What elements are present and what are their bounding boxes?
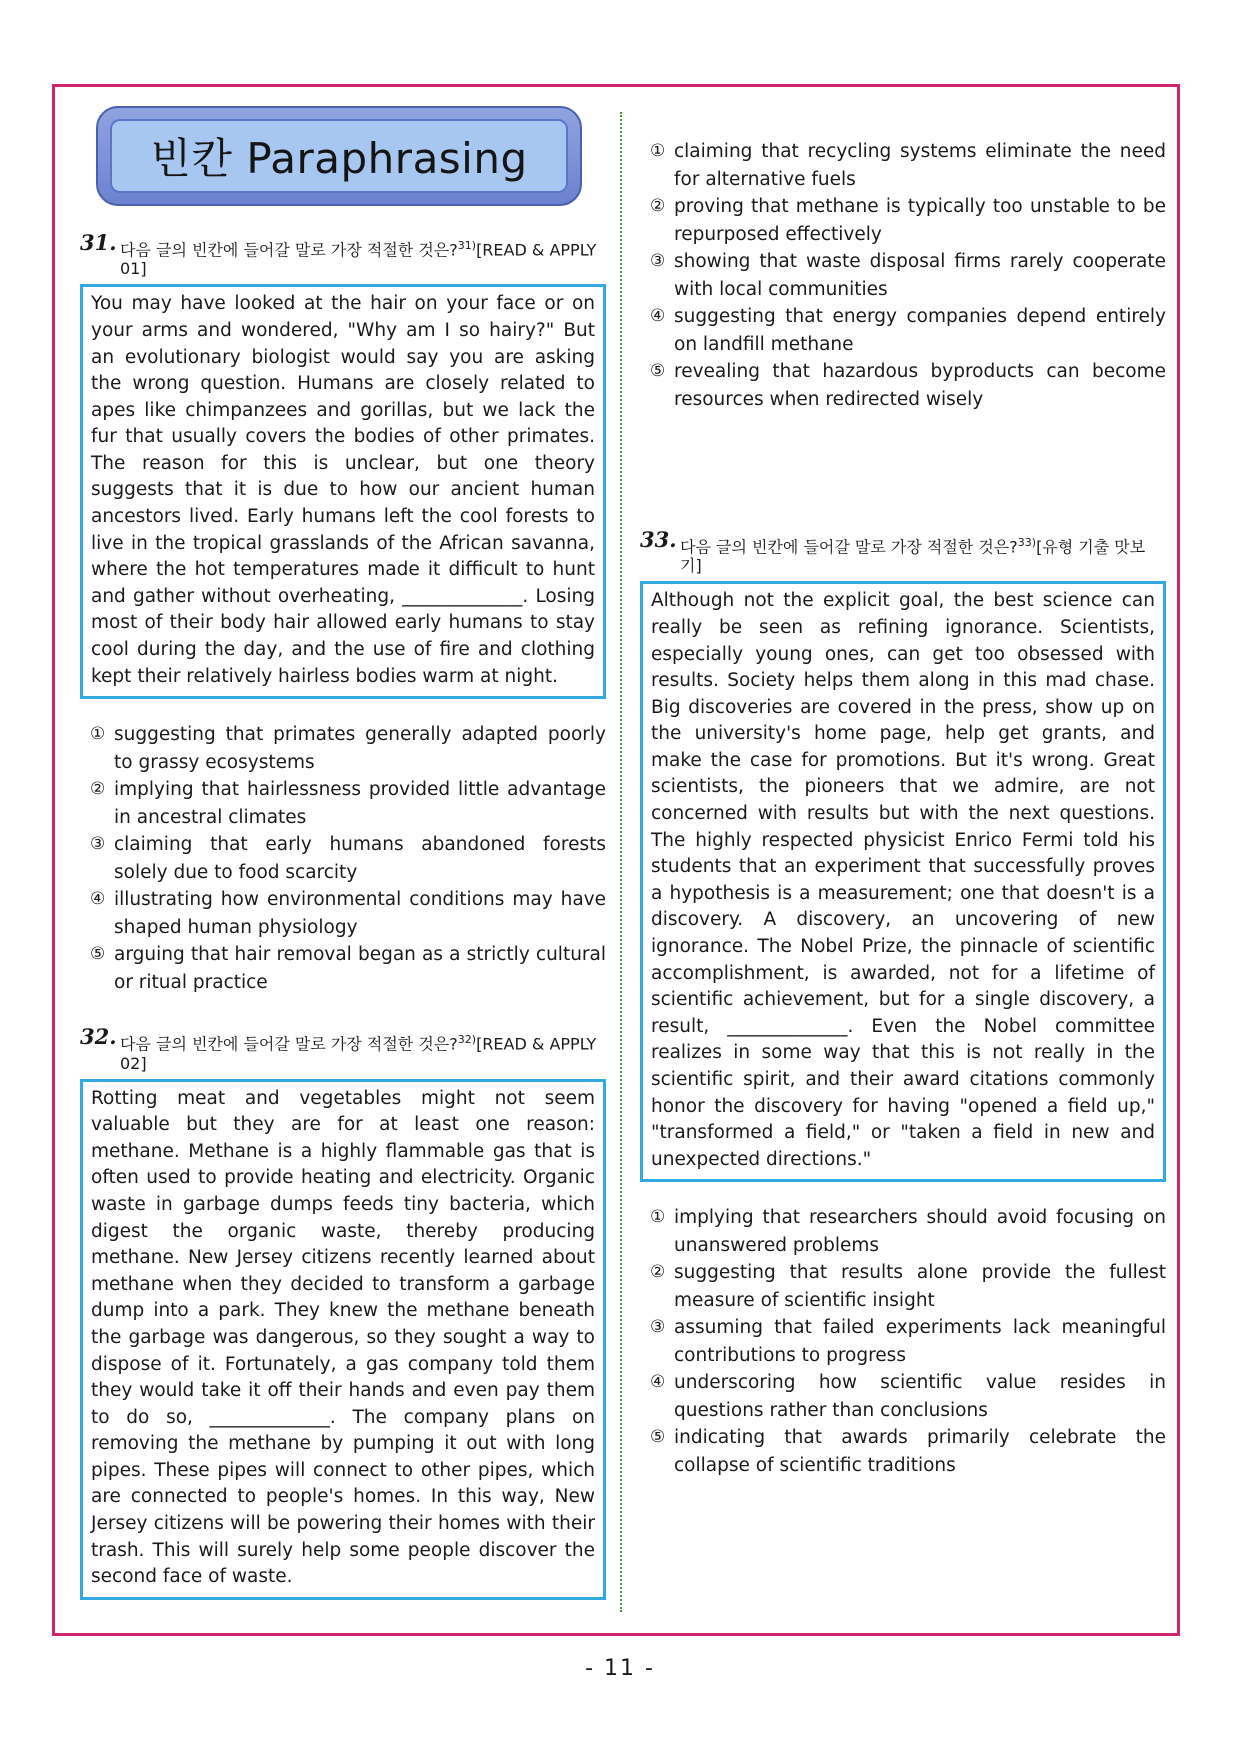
option-number: ① [650, 141, 666, 161]
option-number: ③ [90, 834, 106, 855]
option-text: assuming that failed experiments lack meaningful contributions to progress [674, 1317, 1166, 1366]
option-number: ① [650, 1207, 666, 1228]
option-number: ① [90, 724, 106, 745]
option-number: ④ [650, 306, 666, 326]
option-text: claiming that recycling systems eliminate the need for alternative fuels [674, 141, 1166, 190]
question-source: [READ & APPLY 02] [120, 1034, 597, 1073]
answer-option[interactable] [80, 721, 606, 776]
option-text: illustrating how environmental conditions may have shaped human physiology [114, 889, 606, 938]
page-number: - 11 - [585, 1656, 655, 1681]
answer-options-q32 [640, 138, 1166, 413]
answer-option[interactable] [640, 303, 1166, 358]
passage-box: You may have looked at the hair on your face or on your arms and wondered, "Why am I so hairy?" But an evolutionary biologist would say you are asking the wrong question. Humans are closely related to apes like chimpanzees and gorillas, but we lack the fur that usually covers the bodies of other primates. The reason for this is unclear, but one theory suggests that it is due to how our ancient human ancestors lived. Early humans left the cool forests to live in the tropical grasslands of the African savanna, where the hot temperatures made it difficult to hunt and gather without overheating, _____________. Losing most of their body hair allowed early humans to stay cool during the day, and the use of fire and clothing kept their relatively hairless bodies warm at night. [80, 284, 606, 699]
section-title: 빈칸 Paraphrasing [110, 119, 568, 193]
passage-box: Although not the explicit goal, the best science can really be seen as refining ignorance. Scientists, especially young ones, can get too obsessed with results. Society helps them along in this mad chase. Big discoveries are covered in the press, show up on the university's home page, help get grants, and make the case for promotions. But it's wrong. Great scientists, the pioneers that we admire, are not concerned with results but with the next questions. The highly respected physicist Enrico Fermi told his students that an experiment that successfully proves a hypothesis is a measurement; one that doesn't is a discovery. A discovery, an uncovering of new ignorance. The Nobel Prize, the pinnacle of scientific accomplishment, is awarded, not for a lifetime of scientific achievement, but for a single discovery, a result, _____________. Even the Nobel committee realizes in some way that this is not really in the scientific spirit, and their award citations commonly honor the discovery for having "opened a field up," "transformed a field," or "taken a field in new and unexpected directions." [640, 581, 1166, 1182]
column-divider [620, 112, 622, 1612]
option-number: ② [650, 196, 666, 216]
option-number: ⑤ [90, 944, 106, 965]
option-text: underscoring how scientific value resides in questions rather than conclusions [674, 1372, 1166, 1421]
answer-option[interactable] [640, 248, 1166, 303]
question-number: 33. [640, 527, 677, 552]
answer-options [80, 721, 606, 996]
left-column [80, 106, 606, 1600]
question-source: [READ & APPLY 01] [120, 240, 597, 279]
question-header [80, 230, 606, 279]
answer-option[interactable] [640, 358, 1166, 413]
answer-option[interactable] [640, 1314, 1166, 1369]
section-title-banner [96, 106, 582, 206]
option-text: claiming that early humans abandoned forests solely due to food scarcity [114, 834, 606, 883]
option-text: implying that researchers should avoid focusing on unanswered problems [674, 1207, 1166, 1256]
footnote-marker: 32) [457, 1033, 477, 1047]
answer-option[interactable] [640, 1424, 1166, 1479]
footnote-marker: 31) [457, 239, 477, 252]
answer-option[interactable] [640, 193, 1166, 248]
question-number: 31. [80, 230, 117, 255]
question-source: [유형 기출 맛보기] [680, 537, 1146, 576]
option-text: proving that methane is typically too unstable to be repurposed effectively [674, 196, 1166, 245]
question-number: 32. [80, 1024, 117, 1050]
question-prompt: 다음 글의 빈칸에 들어갈 말로 가장 적절한 것은? [120, 1034, 458, 1054]
answer-option[interactable] [640, 138, 1166, 193]
question-header [80, 1024, 606, 1073]
question-32 [80, 1024, 606, 1600]
footnote-marker: 33) [1017, 536, 1037, 549]
option-text: suggesting that energy companies depend entirely on landfill methane [674, 306, 1166, 355]
question-31 [80, 230, 606, 996]
option-number: ② [90, 779, 106, 800]
question-prompt: 다음 글의 빈칸에 들어갈 말로 가장 적절한 것은? [680, 537, 1018, 557]
option-text: revealing that hazardous byproducts can become resources when redirected wisely [674, 361, 1166, 410]
option-number: ③ [650, 251, 666, 271]
question-33 [640, 527, 1166, 1479]
answer-option[interactable] [640, 1369, 1166, 1424]
answer-option[interactable] [80, 776, 606, 831]
answer-options [640, 1204, 1166, 1479]
question-header [640, 527, 1166, 576]
option-number: ④ [650, 1372, 666, 1393]
option-number: ③ [650, 1317, 666, 1338]
passage-box: Rotting meat and vegetables might not seem valuable but they are for at least one reason: methane. Methane is a highly flammable gas that is often used to provide heating and electricity. Organic waste in garbage dumps feeds tiny bacteria, which digest the organic waste, thereby producing methane. New Jersey citizens recently learned about methane when they decided to transform a garbage dump into a park. They knew the methane beneath the garbage was dangerous, so they sought a way to dispose of it. Fortunately, a gas company told them they would take it off their hands and even pay them to do so, _____________. The company plans on removing the methane by pumping it out with long pipes. These pipes will connect to other pipes, which are connected to people's homes. In this way, New Jersey citizens will be powering their homes with their trash. This will surely help some people discover the second face of waste. [80, 1079, 606, 1600]
answer-option[interactable] [80, 941, 606, 996]
right-column [640, 138, 1166, 1479]
option-text: indicating that awards primarily celebrate the collapse of scientific traditions [674, 1427, 1166, 1476]
option-text: suggesting that results alone provide the fullest measure of scientific insight [674, 1262, 1166, 1311]
option-text: suggesting that primates generally adapted poorly to grassy ecosystems [114, 724, 606, 773]
question-prompt: 다음 글의 빈칸에 들어갈 말로 가장 적절한 것은? [120, 240, 458, 260]
option-number: ④ [90, 889, 106, 910]
answer-option[interactable] [640, 1204, 1166, 1259]
option-text: implying that hairlessness provided little advantage in ancestral climates [114, 779, 606, 828]
answer-option[interactable] [640, 1259, 1166, 1314]
option-text: arguing that hair removal began as a strictly cultural or ritual practice [114, 944, 606, 993]
answer-option[interactable] [80, 886, 606, 941]
answer-option[interactable] [80, 831, 606, 886]
option-number: ⑤ [650, 1427, 666, 1448]
option-number: ② [650, 1262, 666, 1283]
option-text: showing that waste disposal firms rarely cooperate with local communities [674, 251, 1166, 300]
option-number: ⑤ [650, 361, 666, 381]
